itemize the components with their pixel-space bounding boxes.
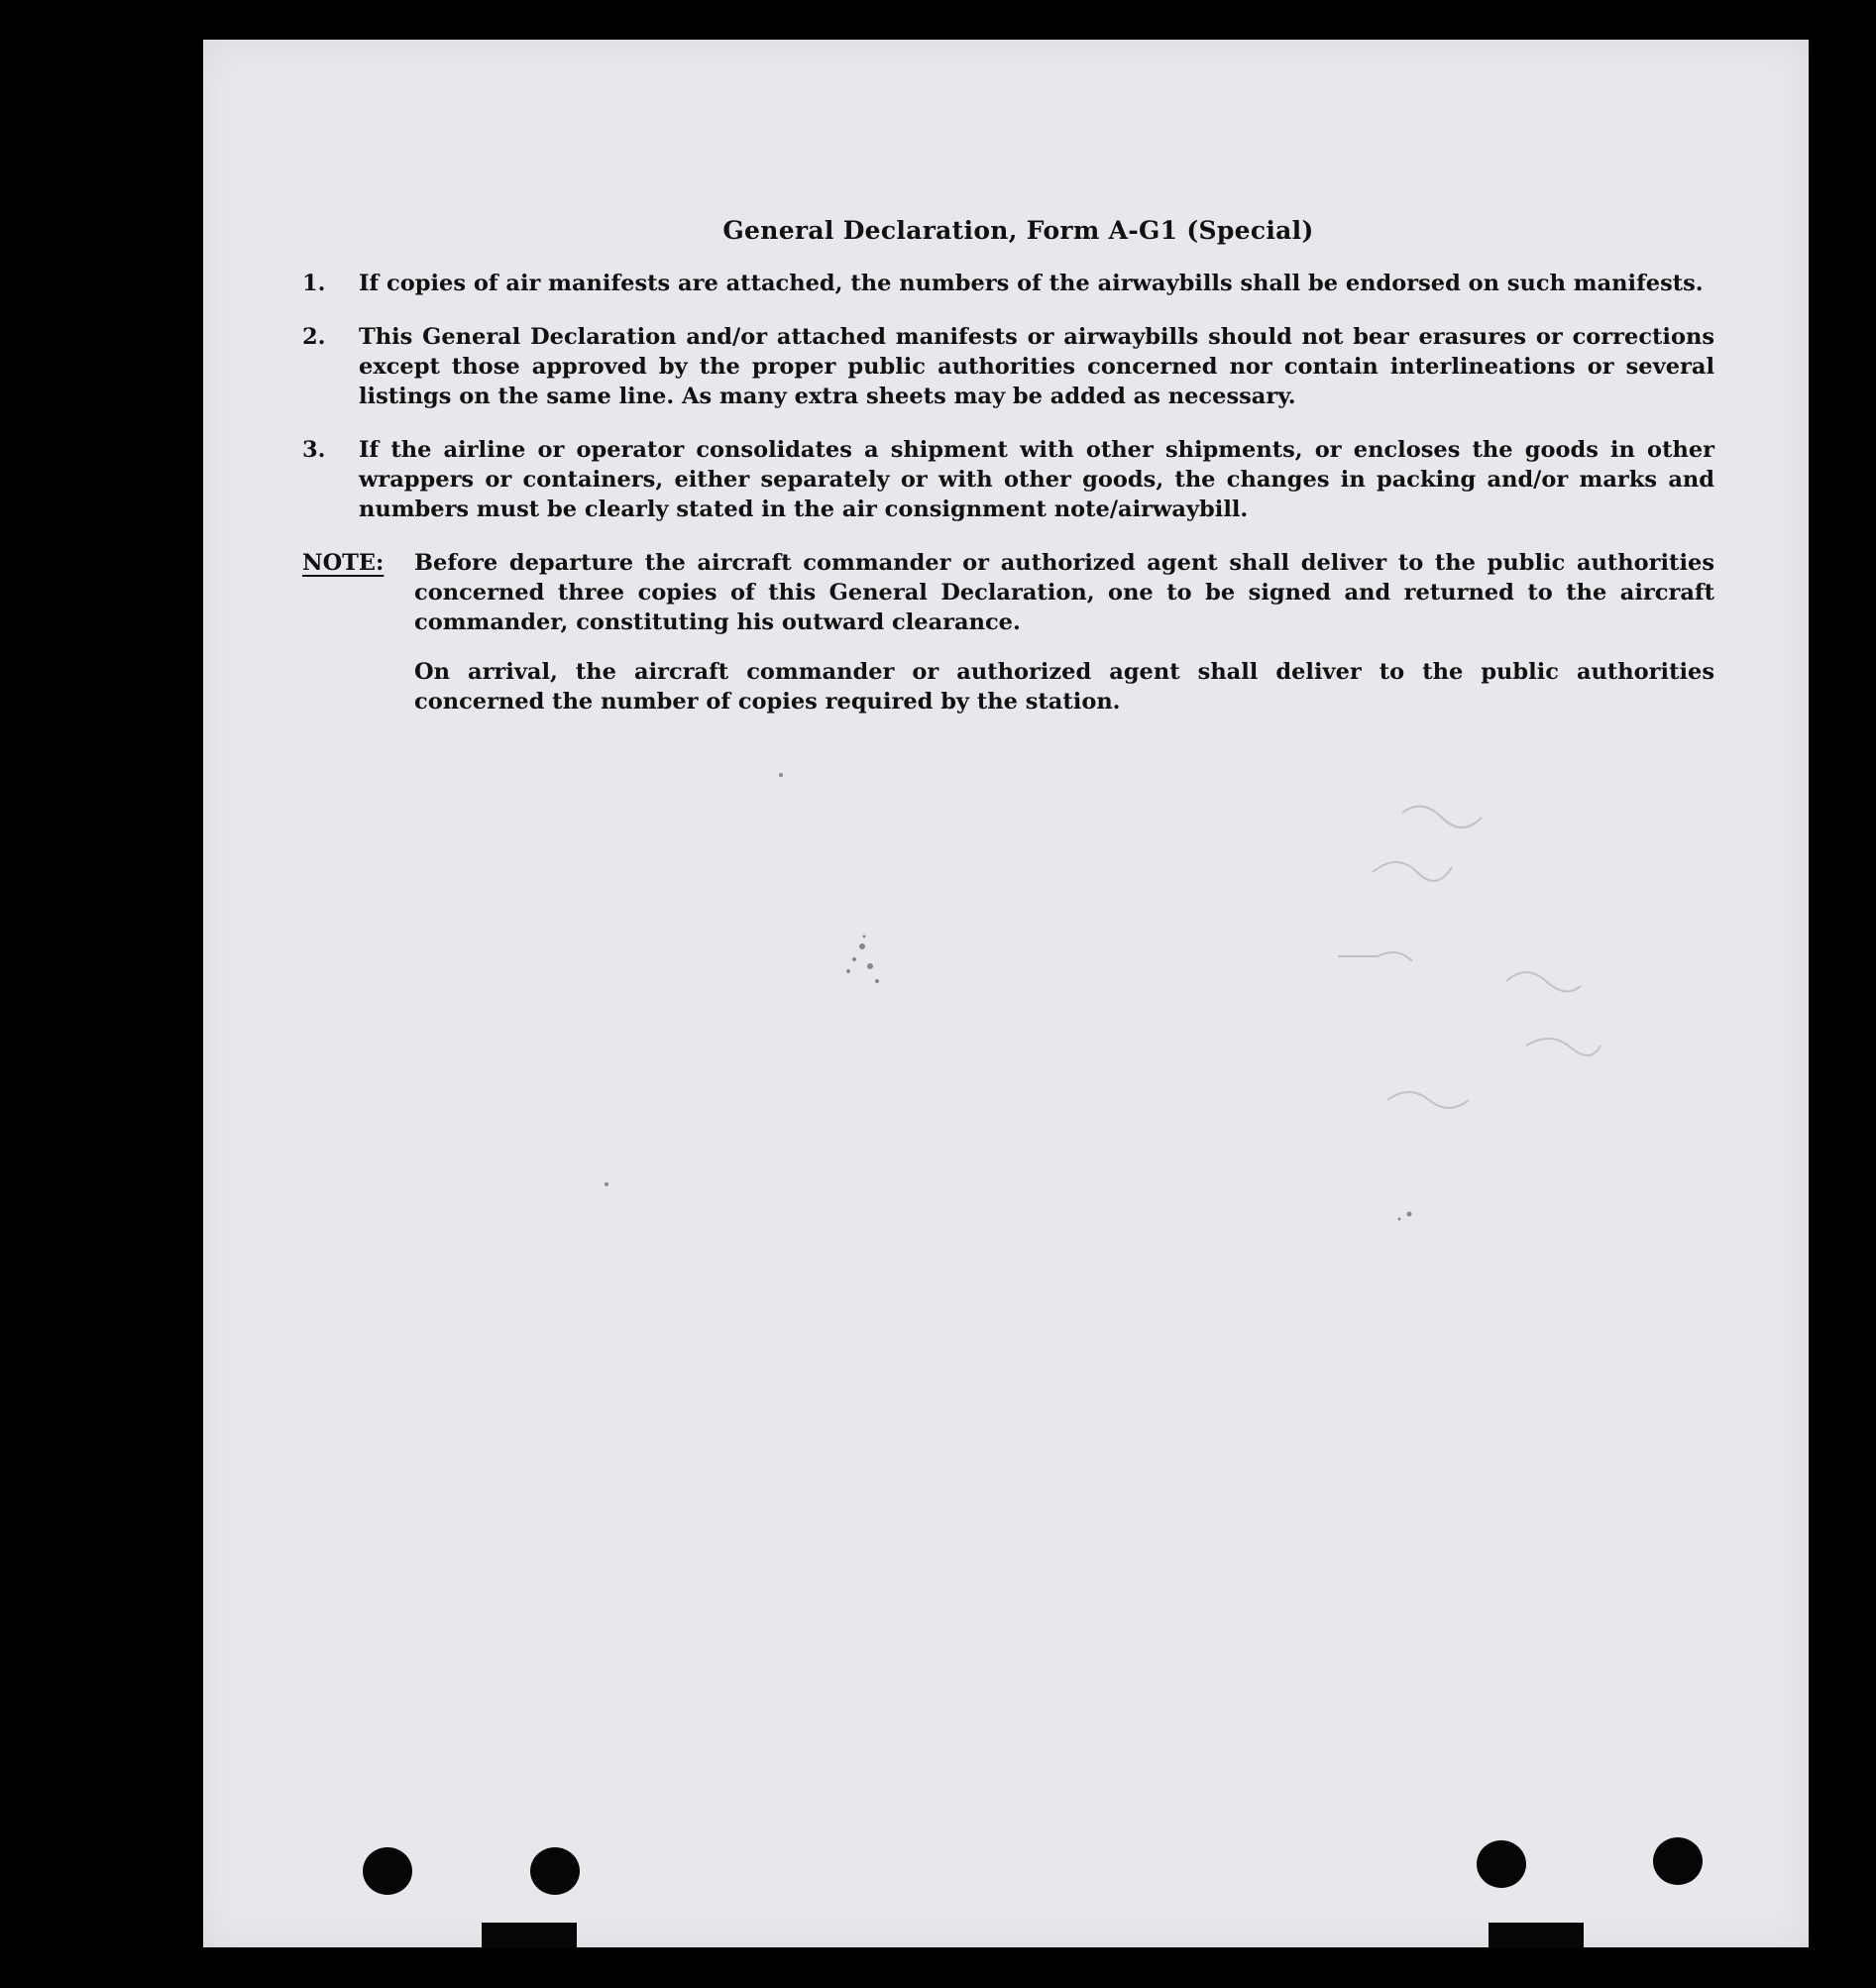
punch-hole [530, 1847, 580, 1895]
note-label: NOTE: [302, 550, 385, 576]
binder-tab-notch [482, 1923, 577, 1948]
document-title: General Declaration, Form A-G1 (Special) [722, 216, 1314, 245]
item-number: 3. [302, 437, 326, 463]
instruction-item-3 [302, 435, 1714, 524]
instruction-item-2 [302, 322, 1714, 411]
punch-hole [1653, 1837, 1703, 1885]
note-block [302, 548, 1714, 637]
binder-tab-notch [1489, 1923, 1584, 1948]
punch-hole [363, 1847, 412, 1895]
document-body [302, 216, 1714, 717]
note-paragraph-2: On arrival, the aircraft commander or authorized agent shall deliver to the public authorities concerned the number of copies required by the station. [414, 659, 1714, 715]
item-number: 1. [302, 271, 326, 296]
instruction-item-1 [302, 269, 1714, 298]
note-paragraph-1: Before departure the aircraft commander or authorized agent shall deliver to the public authorities concerned three copies of this General Declaration, one to be signed and returned to the aircraft commander, constituting his outward clearance. [414, 550, 1714, 635]
item-text: This General Declaration and/or attached manifests or airwaybills should not bear erasures or corrections except those approved by the proper public authorities concerned nor contain interlineations or several listings on the same line. As many extra sheets may be added as necessary. [359, 324, 1714, 409]
item-number: 2. [302, 324, 326, 350]
punch-hole [1477, 1840, 1526, 1888]
item-text: If copies of air manifests are attached, the numbers of the airwaybills shall be endorsed on such manifests. [359, 271, 1704, 296]
item-text: If the airline or operator consolidates a shipment with other shipments, or encloses the goods in other wrappers or containers, either separately or with other goods, the changes in packing and/or marks and numbers must be clearly stated in the air consignment note/airwaybill. [359, 437, 1714, 522]
